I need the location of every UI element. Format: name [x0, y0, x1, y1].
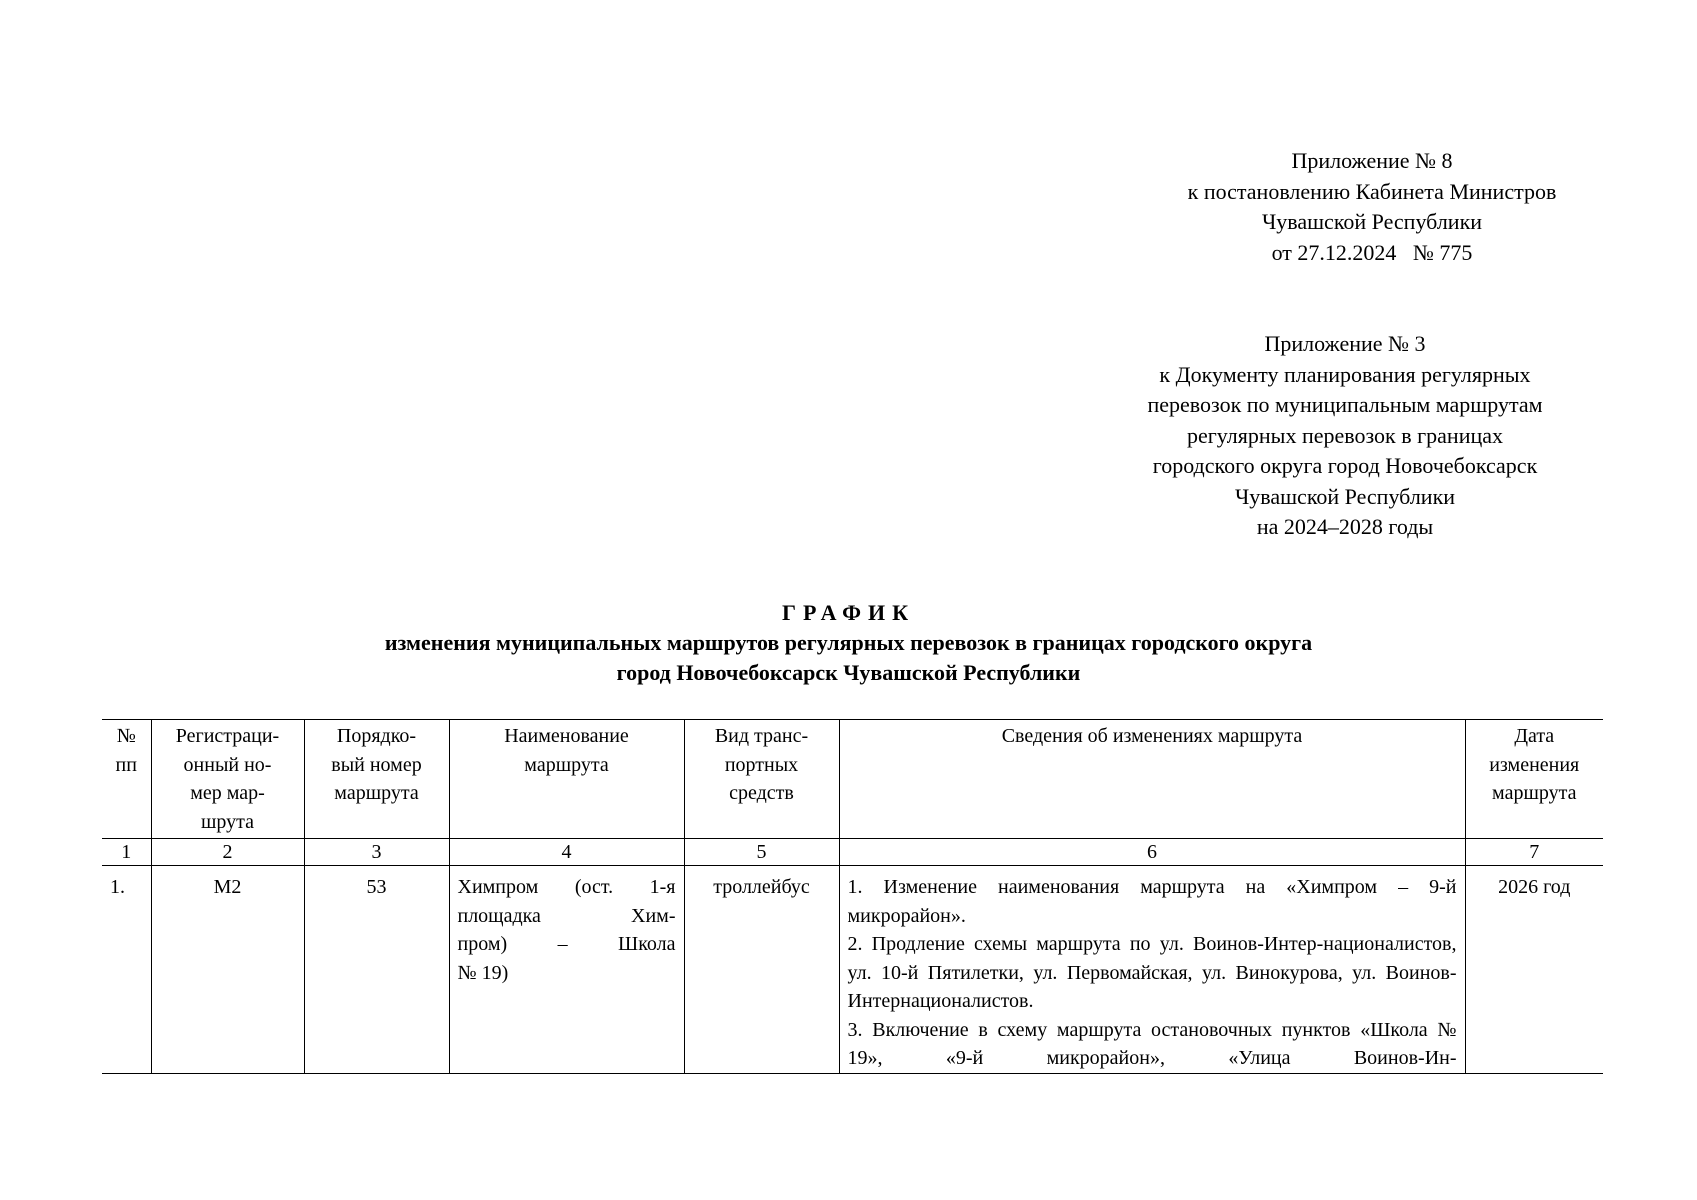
- document-subtitle-line-1: изменения муниципальных маршрутов регулярных перевозок в границах городского округа: [384, 630, 1313, 655]
- row-route-name: Химпром (ост. 1-я площадка Хим- пром) – Школа № 19): [449, 866, 684, 1074]
- document-heading: ГРАФИК: [781, 600, 916, 625]
- row-vehicle-type: троллейбус: [684, 866, 839, 1074]
- appendix-3-line: к Документу планирования регулярных: [1159, 361, 1531, 387]
- column-number-row: [102, 839, 1603, 866]
- appendix-3-line: Приложение № 3: [1264, 331, 1426, 356]
- change-item: 1. Изменение наименования маршрута на «Химпром – 9-й микрорайон».: [847, 876, 1457, 927]
- column-number: 1: [102, 839, 151, 866]
- appendix-8-line: Приложение № 8: [1291, 148, 1453, 173]
- header-cell-route-name: Наименование маршрута: [449, 720, 684, 839]
- appendix-8-block: [1122, 146, 1622, 268]
- row-number: 1.: [102, 866, 151, 1074]
- column-number: 3: [304, 839, 449, 866]
- table-header-row: [102, 720, 1603, 839]
- change-item: 3. Включение в схему маршрута остановочных пунктов «Школа № 19», «9-й микрорайон», «Улица Воинов-Ин-: [847, 1018, 1457, 1069]
- column-number: 2: [151, 839, 304, 866]
- row-change-date: 2026 год: [1465, 866, 1603, 1074]
- appendix-8-line: от 27.12.2024 № 775: [1271, 239, 1473, 265]
- appendix-8-line: Чувашской Республики: [1261, 209, 1483, 234]
- appendix-3-line: перевозок по муниципальным маршрутам: [1147, 392, 1543, 417]
- column-number: 5: [684, 839, 839, 866]
- header-cell-change-date: Дата изменения маршрута: [1465, 720, 1603, 839]
- header-cell-vehicle-type: Вид транс- портных средств: [684, 720, 839, 839]
- document-subtitle-line-2: город Новочебоксарск Чувашской Республики: [616, 660, 1081, 685]
- column-number: 6: [839, 839, 1465, 866]
- header-cell-order-number: Порядко- вый номер маршрута: [304, 720, 449, 839]
- appendix-8-line: к постановлению Кабинета Министров: [1187, 178, 1557, 204]
- appendix-3-line: регулярных перевозок в границах: [1186, 422, 1504, 448]
- table-row: [102, 866, 1603, 1074]
- route-changes-table: [102, 719, 1603, 1074]
- row-reg-number: М2: [151, 866, 304, 1074]
- appendix-3-block: [1100, 329, 1590, 543]
- column-number: 7: [1465, 839, 1603, 866]
- column-number: 4: [449, 839, 684, 866]
- row-changes: [839, 866, 1465, 1074]
- appendix-3-line: на 2024–2028 годы: [1256, 514, 1434, 539]
- row-order-number: 53: [304, 866, 449, 1074]
- appendix-3-line: городского округа город Новочебоксарск: [1152, 453, 1538, 478]
- change-item: 2. Продление схемы маршрута по ул. Воинов-Интер-националистов, ул. 10-й Пятилетки, ул. Первомайская, ул. Винокурова, ул. Воинов-Интернационалистов.: [847, 933, 1457, 1012]
- header-cell-changes: Сведения об изменениях маршрута: [839, 720, 1465, 839]
- header-cell-number: № пп: [102, 720, 151, 839]
- header-cell-reg-number: Регистраци- онный но- мер мар- шрута: [151, 720, 304, 839]
- appendix-3-line: Чувашской Республики: [1234, 483, 1456, 509]
